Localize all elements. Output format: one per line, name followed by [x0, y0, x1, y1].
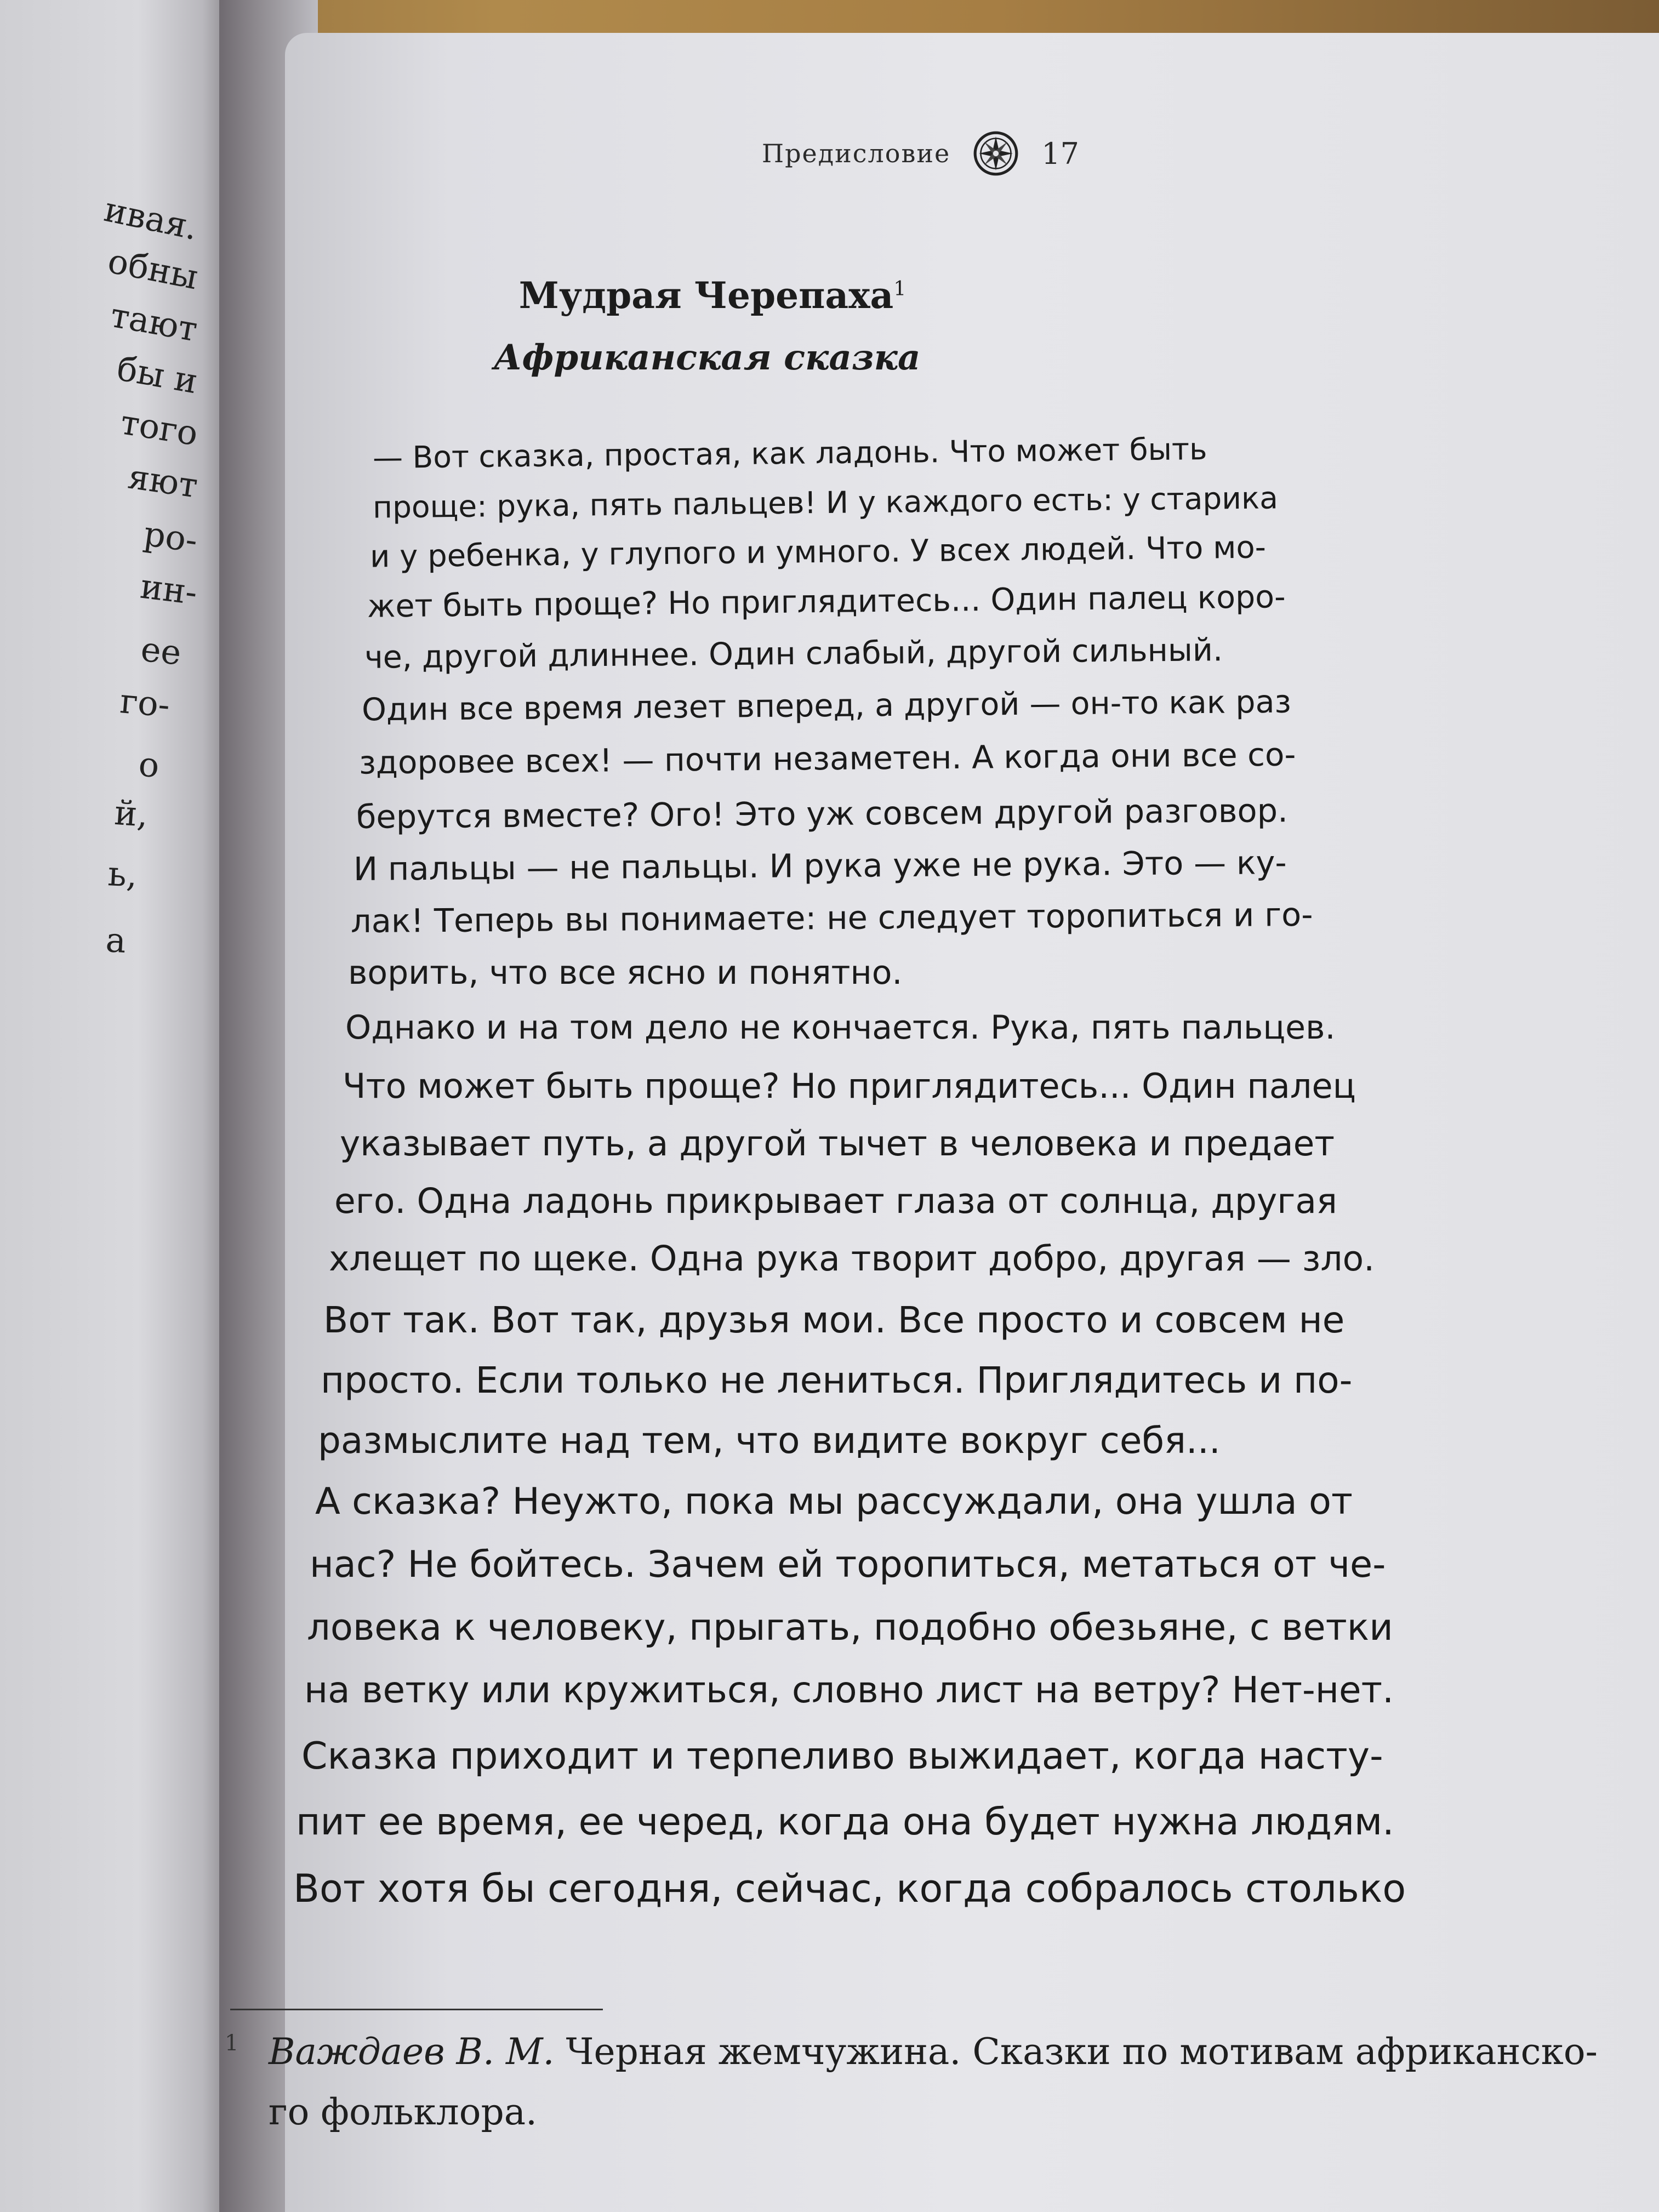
left-page-fragment: ее — [139, 629, 183, 673]
text-line: Один все время лезет вперед, а другой — он-то как раз — [361, 683, 1292, 728]
text-line: жет быть проще? Но приглядитесь... Один палец коро- — [367, 579, 1286, 625]
left-page-fragment: ро- — [141, 513, 201, 561]
footnote-author: Важдаев В. М. — [269, 2031, 555, 2073]
text-line: А сказка? Неужто, пока мы рассуждали, она ушла от — [315, 1480, 1353, 1523]
footnote-separator — [230, 2009, 603, 2010]
left-page-fragment: й, — [113, 792, 150, 835]
footnote-line — [269, 2031, 1598, 2073]
text-line: размыслите над тем, что видите вокруг себя... — [318, 1419, 1221, 1462]
footnote-line: го фольклора. — [269, 2091, 538, 2133]
left-page-fragment: того — [117, 402, 201, 454]
text-line: его. Одна ладонь прикрывает глаза от солнца, другая — [334, 1181, 1337, 1221]
story-subtitle: Африканская сказка — [493, 337, 921, 378]
text-line: пит ее время, ее черед, когда она будет нужна людям. — [296, 1800, 1394, 1844]
text-line: берутся вместе? Ого! Это уж совсем другой разговор. — [356, 791, 1289, 836]
footnote-text: Черная жемчужина. Сказки по мотивам африканско- — [554, 2031, 1598, 2073]
text-line: ловека к человеку, прыгать, подобно обезьяне, с ветки — [307, 1606, 1393, 1649]
text-line: Что может быть проще? Но приглядитесь... Один палец — [343, 1066, 1356, 1106]
text-line: проще: рука, пять пальцев! И у каждого есть: у старика — [372, 480, 1279, 525]
left-page-fragment: ивая. — [101, 189, 202, 248]
story-title-text: Мудрая Черепаха — [518, 274, 894, 317]
left-page-fragment: о — [137, 744, 161, 785]
text-line: на ветку или кружиться, словно лист на ветру? Нет-нет. — [304, 1669, 1394, 1711]
left-page-fragment: го- — [118, 681, 172, 725]
footnote-reference: 1 — [893, 278, 907, 300]
text-line: Однако и на том дело не кончается. Рука, пять пальцев. — [345, 1008, 1336, 1047]
text-line: ворить, что все ясно и понятно. — [348, 954, 903, 992]
text-line: Сказка приходит и терпеливо выжидает, когда насту- — [301, 1735, 1383, 1778]
text-line: Вот так. Вот так, друзья мои. Все просто и совсем не — [323, 1299, 1345, 1341]
text-line: здоровее всех! — почти незаметен. А когда они все со- — [358, 736, 1296, 782]
left-page-fragment: бы и — [114, 347, 201, 402]
left-page-fragment: ь, — [106, 853, 138, 895]
text-line: нас? Не бойтесь. Зачем ей торопиться, метаться от че- — [310, 1543, 1386, 1586]
left-page-fragment: тают — [107, 294, 201, 350]
left-page-fragment: обны — [104, 241, 201, 298]
footnote-number: 1 — [225, 2031, 239, 2056]
text-line: хлещет по щеке. Одна рука творит добро, другая — зло. — [329, 1239, 1375, 1279]
left-page-fragment: а — [105, 920, 127, 961]
left-page-fragment: ин- — [138, 566, 200, 613]
text-line: просто. Если только не лениться. Приглядитесь и по- — [321, 1359, 1353, 1401]
text-line: и у ребенка, у глупого и умного. У всех людей. Что мо- — [369, 529, 1267, 575]
left-page-fragment: яют — [125, 456, 201, 506]
text-line: — Вот сказка, простая, как ладонь. Что может быть — [372, 431, 1207, 475]
section-title: Предисловие — [762, 139, 951, 168]
text-line: указывает путь, а другой тычет в человека и предает — [340, 1124, 1335, 1164]
text-line: че, другой длиннее. Один слабый, другой сильный. — [364, 632, 1223, 676]
text-line: Вот хотя бы сегодня, сейчас, когда собралось столько — [293, 1866, 1406, 1911]
text-line: лак! Теперь вы понимаете: не следует торопиться и го- — [350, 895, 1313, 940]
text-line: И пальцы — не пальцы. И рука уже не рука. Это — ку- — [353, 843, 1287, 888]
page-number: 17 — [1041, 136, 1079, 171]
